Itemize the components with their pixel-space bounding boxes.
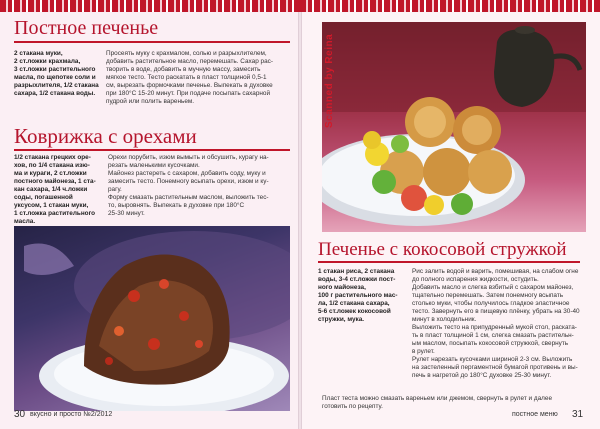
ingredient-line: 3 ст.ложки растительного [14,66,96,73]
title-underline [14,149,290,151]
ingredient-line: воды, 3-4 ст.ложки пост- [318,276,396,283]
ingredient-line: уксусом, 1 стакан муки, [14,202,89,209]
method-line: тщательно перемешать. Затем понемногу всыпать [412,292,564,299]
ingredient-line: разрыхлителя, 1/2 стакана [14,82,99,89]
method-line: пудрой или полить вареньем. [106,98,195,105]
recipe-title-coconut-cookies: Печенье с кокосовой стружкой [318,239,567,260]
ingredient-line: 5-6 ст.ложек кокосовой [318,308,391,315]
method-coconut-cookies [412,268,592,380]
method-line: столько муки, чтобы получилось гладкое эластичное [412,300,570,307]
page-number-right: 31 [572,409,584,420]
coconut-cookies-illustration [322,22,586,232]
ingredient-line: 2 ст.ложки крахмала, [14,58,81,65]
ingredient-line: масла, по щепотке соли и [14,74,96,81]
ingredients-coconut-cookies [318,268,408,324]
method-line: минут в холодильник. [412,316,477,323]
gingerbread-illustration [14,226,290,411]
ingredient-line: 1/2 стакана грецких оре- [14,154,91,161]
ingredient-line: сахара, 1/2 стакана воды. [14,90,96,97]
method-line: Рис залить водой и варить, помешивая, на слабом огне [412,268,579,275]
ingredient-line: кан сахара, 1/4 ч.ложки [14,186,88,193]
recipe-note [322,395,586,411]
ingredient-line: масла. [14,218,36,225]
ingredient-line: стружки, мука. [318,316,365,323]
footer-magazine: вкусно и просто №2/2012 [30,411,113,418]
note-line: Пласт теста можно смазать вареньем или джемом, свернуть в рулет и далее [322,395,553,402]
method-line: то, выровнять. Выпекать в духовке при 180°С [108,202,245,209]
method-line: в рулет. [412,348,435,355]
method-line: Просеять муку с крахмалом, солью и разрыхлителем, [106,50,267,57]
top-ornament-right [300,0,600,12]
scan-watermark: Scanned by Reina [324,33,335,128]
method-line: Выложить тесто на припудренный мукой стол, раската- [412,324,577,331]
top-ornament-left [0,0,300,12]
footer-section: постное меню [512,411,558,418]
method-nut-gingerbread [108,154,292,218]
title-underline [318,261,580,263]
method-line: см, вырезать формочками печенье. Выпекать в духовке [106,82,273,89]
ingredient-line: ного майонеза, [318,284,366,291]
ingredient-line: 2 стакана муки, [14,50,63,57]
method-line: мягкое тесто. Тесто раскатать в пласт толщиной 0,5-1 [106,74,267,81]
ingredient-line: 1 ст.ложка растительного [14,210,96,217]
method-line: резать маленькими кусочками. [108,162,200,169]
recipe-title-nut-gingerbread: Коврижка с орехами [14,124,197,148]
note-line: готовить по рецепту. [322,403,383,410]
ingredient-line: 100 г растительного мас- [318,292,398,299]
method-line: Форму смазать растительным маслом, выложить тес- [108,194,269,201]
method-line: творить в воде, добавить в мучную массу, замесить [106,66,261,73]
ingredient-line: ма и кураги, 2 ст.ложки [14,170,87,177]
ingredient-line: постного майонеза, 1 ста- [14,178,96,185]
method-line: Рулет нарезать кусочками шириной 2-3 см. Выложить [412,356,573,363]
recipe-title-lenten-cookies: Постное печенье [14,17,159,39]
method-line: рагу. [108,186,122,193]
gingerbread-photo [14,226,290,411]
method-line: Орехи порубить, изюм вымыть и обсушить, курагу на- [108,154,269,161]
coconut-cookies-photo [322,22,586,232]
ingredients-nut-gingerbread [14,154,102,226]
method-line: ть в пласт толщиной 1 см, слегка смазать растительн- [412,332,574,339]
method-line: добавить растительное масло, перемешать. Сахар рас- [106,58,273,65]
method-line: на застеленный пергаментной бумагой противень и вы- [412,364,578,371]
ingredient-line: 1 стакан риса, 2 стакана [318,268,395,275]
method-lenten-cookies [106,50,292,106]
method-line: до полного испарения жидкости, остудить. [412,276,539,283]
method-line: Добавить масло и слегка взбитый с сахаром майонез, [412,284,574,291]
page-number-left: 30 [14,409,26,420]
ingredient-line: хов, по 1/4 стакана изю- [14,162,90,169]
method-line: Майонез растереть с сахаром, добавить соду, муку и [108,170,266,177]
method-line: замесить тесто. Понемногу всыпать орехи, изюм и ку- [108,178,269,185]
method-line: тесто. Завернуть его в пищевую плёнку, убрать на 30-40 [412,308,580,315]
method-line: 25-30 минут. [108,210,145,217]
ingredient-line: ла, 1/2 стакана сахара, [318,300,390,307]
title-underline [14,41,290,43]
ingredient-line: соды, погашенной [14,194,73,201]
method-line: ым маслом, посыпать кокосовой стружкой, свернуть [412,340,569,347]
ingredients-lenten-cookies [14,50,98,98]
method-line: печь в нагретой до 180°С духовке 25-30 минут. [412,372,552,379]
page-spine [298,0,302,429]
method-line: при 180°С 15-20 минут. При подаче посыпать сахарной [106,90,271,97]
